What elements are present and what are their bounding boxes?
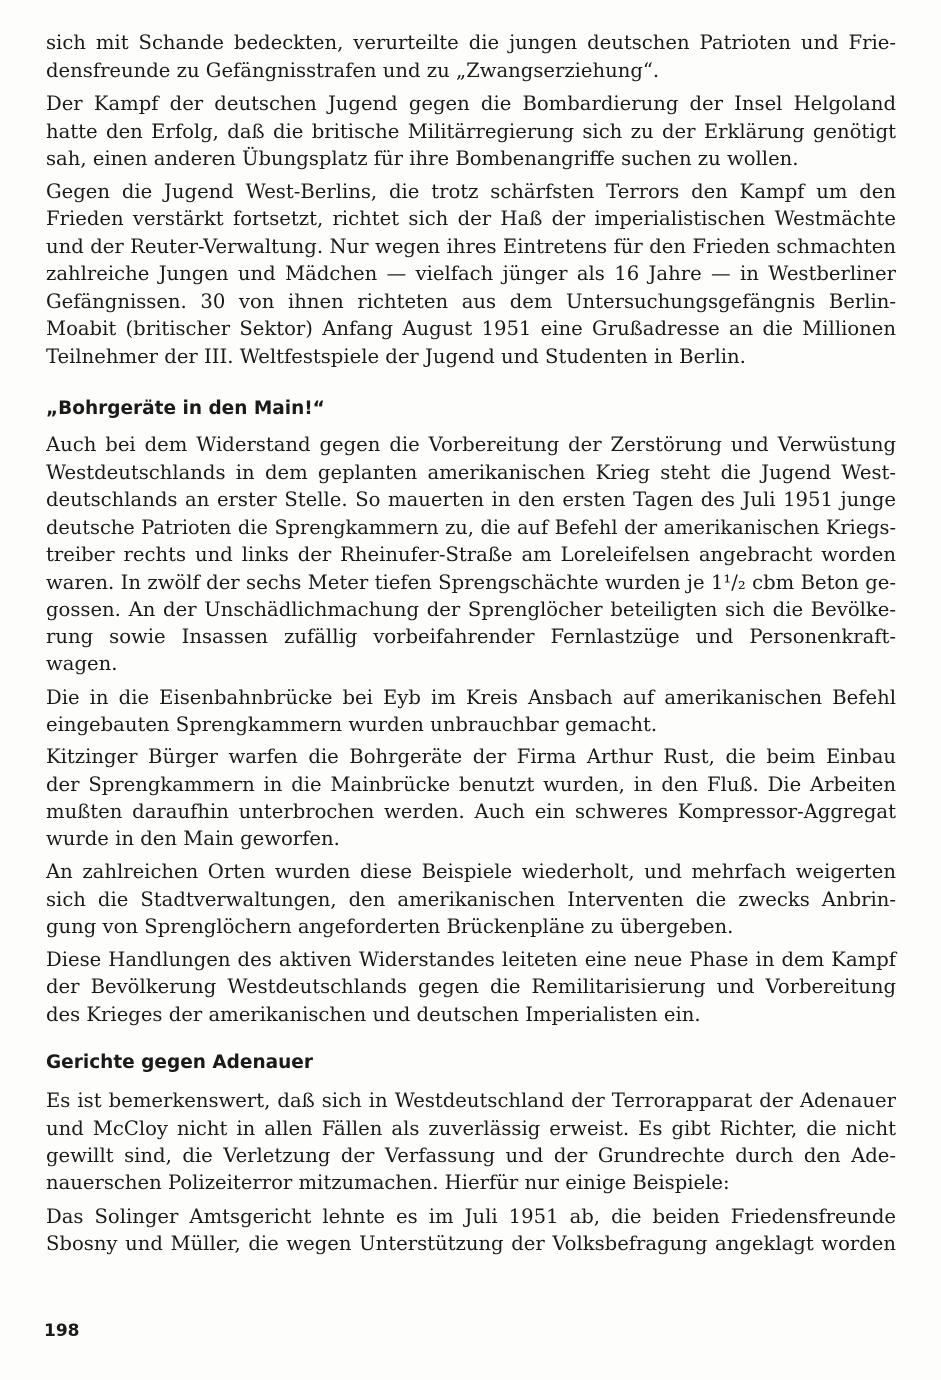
text-line: und der Reuter-Verwaltung. Nur wegen ihres Eintretens für den Frieden schmachten <box>46 235 896 258</box>
text-line: Gefängnissen. 30 von ihnen richteten aus dem Untersuchungsgefängnis Berlin- <box>46 290 896 313</box>
text-line: Kitzinger Bürger warfen die Bohrgeräte der Firma Arthur Rust, die beim Einbau <box>46 745 896 768</box>
text-line: der Bevölkerung Westdeutschlands gegen die Remilitarisierung und Vorbereitung <box>46 975 896 998</box>
text-line: Es ist bemerkenswert, daß sich in Westdeutschland der Terrorapparat der Adenauer <box>46 1089 896 1112</box>
section-heading: Gerichte gegen Adenauer <box>46 1052 313 1073</box>
text-line: Diese Handlungen des aktiven Widerstandes leiteten eine neue Phase in dem Kampf <box>46 948 896 971</box>
text-line: eingebauten Sprengkammern wurden unbrauchbar gemacht. <box>46 713 658 736</box>
text-line: deutsche Patrioten die Sprengkammern zu, die auf Befehl der amerikanischen Kriegs- <box>46 516 896 539</box>
text-line: wurde in den Main geworfen. <box>46 827 340 850</box>
text-line: densfreunde zu Gefängnisstrafen und zu „Zwangserziehung“. <box>46 59 660 82</box>
text-line: Sbosny und Müller, die wegen Unterstützung der Volksbefragung angeklagt worden <box>46 1232 896 1255</box>
page-number: 198 <box>44 1321 80 1341</box>
text-line: deutschlands an erster Stelle. So mauerten in den ersten Tagen des Juli 1951 junge <box>46 488 896 511</box>
text-line: Moabit (britischer Sektor) Anfang August 1951 eine Grußadresse an die Millionen <box>46 317 896 340</box>
text-line: waren. In zwölf der sechs Meter tiefen Sprengschächte wurden je 1¹/₂ cbm Beton ge- <box>46 571 896 594</box>
text-line: Westdeutschlands in dem geplanten amerikanischen Krieg steht die Jugend West- <box>46 461 896 484</box>
text-line: Der Kampf der deutschen Jugend gegen die Bombardierung der Insel Helgoland <box>46 92 896 115</box>
text-line: gung von Sprenglöchern angeforderten Brückenpläne zu übergeben. <box>46 915 734 938</box>
text-line: mußten daraufhin unterbrochen werden. Auch ein schweres Kompressor-Aggregat <box>46 800 896 823</box>
text-line: der Sprengkammern in die Mainbrücke benutzt wurden, in den Fluß. Die Arbeiten <box>46 773 896 796</box>
text-line: sich mit Schande bedeckten, verurteilte die jungen deutschen Patrioten und Frie- <box>46 31 896 54</box>
text-line: wagen. <box>46 652 118 675</box>
text-line: hatte den Erfolg, daß die britische Militärregierung sich zu der Erklärung genötigt <box>46 120 896 143</box>
text-line: Die in die Eisenbahnbrücke bei Eyb im Kreis Ansbach auf amerikanischen Befehl <box>46 686 896 709</box>
text-line: sich die Stadtverwaltungen, den amerikanischen Interventen die zwecks Anbrin- <box>46 888 896 911</box>
text-line: des Krieges der amerikanischen und deutschen Imperialisten ein. <box>46 1003 701 1026</box>
text-line: An zahlreichen Orten wurden diese Beispiele wiederholt, und mehrfach weigerten <box>46 860 896 883</box>
text-line: nauerschen Polizeiterror mitzumachen. Hierfür nur einige Beispiele: <box>46 1171 730 1194</box>
section-heading: „Bohrgeräte in den Main!“ <box>46 398 325 419</box>
text-line: rung sowie Insassen zufällig vorbeifahrender Fernlastzüge und Personenkraft- <box>46 625 896 648</box>
text-line: und McCloy nicht in allen Fällen als zuverlässig erweist. Es gibt Richter, die nicht <box>46 1117 896 1140</box>
text-line: gossen. An der Unschädlichmachung der Sprenglöcher beteiligten sich die Bevölke- <box>46 598 896 621</box>
text-line: Das Solinger Amtsgericht lehnte es im Juli 1951 ab, die beiden Friedensfreunde <box>46 1205 896 1228</box>
text-line: Auch bei dem Widerstand gegen die Vorbereitung der Zerstörung und Verwüstung <box>46 433 896 456</box>
text-line: zahlreiche Jungen und Mädchen — vielfach jünger als 16 Jahre — in Westberliner <box>46 262 896 285</box>
text-line: Gegen die Jugend West-Berlins, die trotz schärfsten Terrors den Kampf um den <box>46 180 896 203</box>
text-line: Frieden verstärkt fortsetzt, richtet sich der Haß der imperialistischen Westmächte <box>46 207 896 230</box>
text-line: sah, einen anderen Übungsplatz für ihre Bombenangriffe suchen zu wollen. <box>46 147 799 170</box>
text-line: Teilnehmer der III. Weltfestspiele der Jugend und Studenten in Berlin. <box>46 345 746 368</box>
text-line: gewillt sind, die Verletzung der Verfassung und der Grundrechte durch den Ade- <box>46 1144 896 1167</box>
text-line: treiber rechts und links der Rheinufer-Straße am Loreleifelsen angebracht worden <box>46 543 896 566</box>
